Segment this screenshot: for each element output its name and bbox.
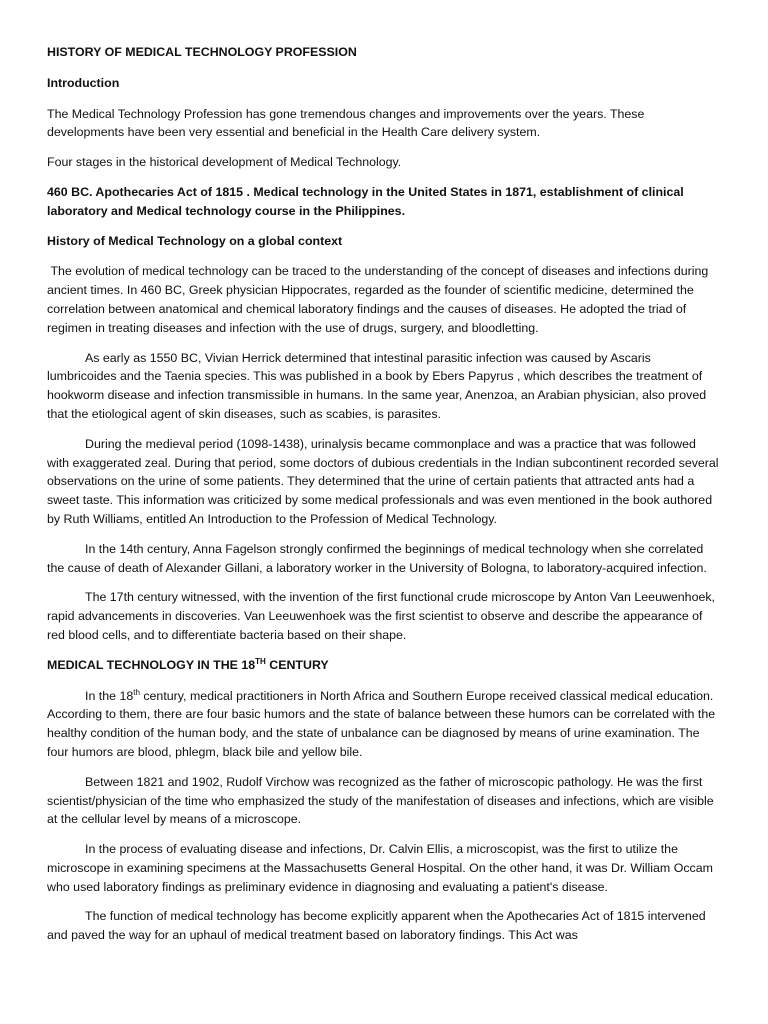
global-context-heading: History of Medical Technology on a global context (47, 233, 343, 248)
eighteenth-heading-prefix: MEDICAL TECHNOLOGY IN THE 18 (47, 657, 256, 672)
virchow-paragraph: Between 1821 and 1902, Rudolf Virchow was recognized as the father of microscopic pathology. He was the first scientist/physician of the time who emphasized the study of the manifestation of diseases and infections, which are visible at the cellular level by means of a microscope. (47, 774, 714, 827)
fourteenth-century-paragraph: In the 14th century, Anna Fagelson strongly confirmed the beginnings of medical technology when she correlated the cause of death of Alexander Gillani, a laboratory worker in the University of Bologna, to laboratory-acquired infection. (47, 541, 707, 575)
introduction-heading: Introduction (47, 75, 120, 90)
eighteenth-paragraph-prefix: In the 18 (85, 688, 134, 703)
eighteenth-paragraph-suffix: century, medical practitioners in North Africa and Southern Europe received classical medical education. According to them, there are four basic humors and the state of balance between these humors can be correlated with the healthy condition of the human body, and the state of unbalance can be diagnosed by means of urine examination. The four humors are blood, phlegm, black bile and yellow bile. (47, 688, 716, 759)
paragraph-1550bc: As early as 1550 BC, Vivian Herrick determined that intestinal parasitic infection was caused by Ascaris lumbricoides and the Taenia species. This was published in a book by Ebers Papyrus , which describes the treatment of hookworm disease and infection transmissible in humans. In the same year, Anenzoa, an Arabian physician, also proved that the etiological agent of skin diseases, such as scabies, is parasites. (47, 350, 707, 421)
introduction-paragraph: The Medical Technology Profession has gone tremendous changes and improvements over the years. These developments have been very essential and beneficial in the Health Care delivery system. (47, 106, 645, 140)
medieval-paragraph: During the medieval period (1098-1438), urinalysis became commonplace and was a practice that was followed with exaggerated zeal. During that period, some doctors of dubious credentials in the Indian subcontinent recorded several observations on the urine of some patients. They determined that the urine of certain patients that attracted ants had a sweet taste. This information was criticized by some medical professionals and was even mentioned in the book authored by Ruth Williams, entitled An Introduction to the Profession of Medical Technology. (47, 436, 719, 526)
stages-paragraph: Four stages in the historical development of Medical Technology. (47, 155, 402, 170)
eighteenth-heading-superscript: TH (255, 656, 266, 666)
eighteenth-heading-suffix: CENTURY (265, 657, 329, 672)
eighteenth-century-heading (47, 656, 720, 675)
eighteenth-century-paragraph (47, 687, 720, 762)
eighteenth-paragraph-superscript: th (133, 687, 140, 697)
document-title: HISTORY OF MEDICAL TECHNOLOGY PROFESSION (47, 45, 357, 59)
function-paragraph: The function of medical technology has become explicitly apparent when the Apothecaries Act of 1815 intervened and paved the way for an uphaul of medical treatment based on laboratory findings. This Act was (47, 909, 706, 943)
evolution-paragraph: The evolution of medical technology can be traced to the understanding of the concept of diseases and infections during ancient times. In 460 BC, Greek physician Hippocrates, regarded as the founder of scientific medicine, determined the correlation between anatomical and chemical laboratory findings and the causes of diseases. He adopted the triad of regimen in treating diseases and infection with the use of drugs, surgery, and bloodletting. (47, 264, 712, 335)
ellis-paragraph: In the process of evaluating disease and infections, Dr. Calvin Ellis, a microscopist, was the first to utilize the microscope in examining specimens at the Massachusetts General Hospital. On the other hand, it was Dr. William Occam who used laboratory findings as preliminary evidence in diagnosing and evaluating a patient's disease. (47, 842, 713, 894)
seventeenth-century-paragraph: The 17th century witnessed, with the invention of the first functional crude microscope by Anton Van Leeuwenhoek, rapid advancements in discoveries. Van Leeuwenhoek was the first scientist to observe and describe the appearance of red blood cells, and to differentiate bacteria based on their shape. (47, 590, 715, 642)
stages-list-paragraph: 460 BC. Apothecaries Act of 1815 . Medical technology in the United States in 1871, establishment of clinical laboratory and Medical technology course in the Philippines. (47, 184, 684, 218)
